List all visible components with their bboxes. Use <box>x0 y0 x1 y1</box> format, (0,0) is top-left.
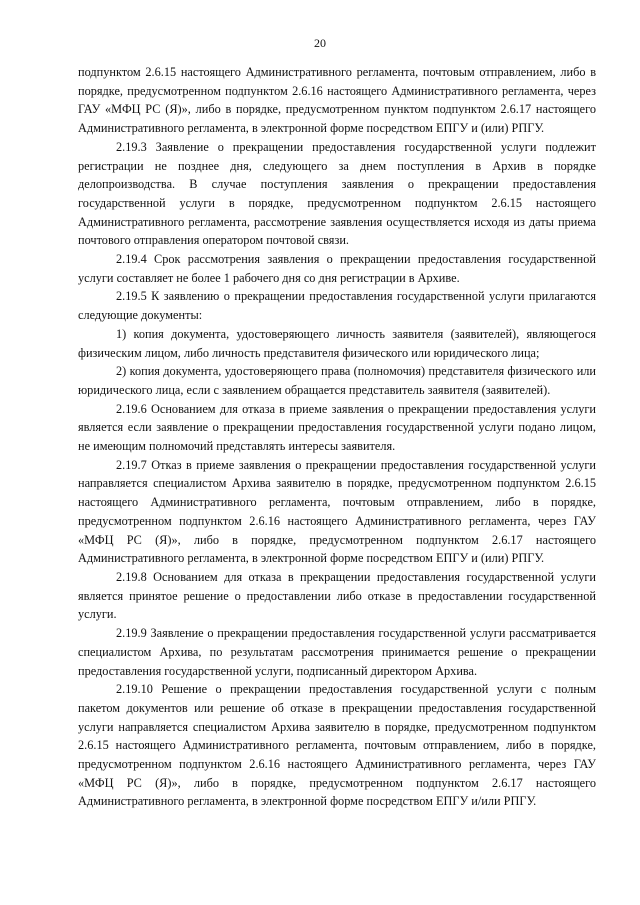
paragraph-2-19-10: 2.19.10 Решение о прекращении предоставления государственной услуги с полным пакетом документов или решение об отказе в прекращении предоставления государственной услуги направляется специалистом Архива заявителю в порядке, предусмотренном подпунктом 2.6.15 настоящего Административного регламента, почтовым отправлением, либо в порядке, предусмотренном подпунктом 2.6.16 настоящего Административного регламента, через ГАУ «МФЦ РС (Я)», либо в порядке, предусмотренном подпунктом 2.6.17 настоящего Административного регламента, в электронной форме посредством ЕПГУ и/или РПГУ. <box>78 682 596 809</box>
paragraph-2-19-3: 2.19.3 Заявление о прекращении предоставления государственной услуги подлежит регистрации не позднее дня, следующего за днем поступления в Архив в порядке делопроизводства. В случае поступления заявления о прекращении предоставления государственной услуги в порядке, предусмотренном подпунктом 2.6.15 настоящего Административного регламента, рассмотрение заявления осуществляется исходя из даты приема почтового отправления оператором почтовой связи. <box>78 139 596 248</box>
paragraph-2-19-8: 2.19.8 Основанием для отказа в прекращении предоставления государственной услуги является принятое решение о предоставлении либо отказе в предоставлении государственной услуги. <box>78 569 596 622</box>
paragraph-2-19-7: 2.19.7 Отказ в приеме заявления о прекращении предоставления государственной услуги направляется специалистом Архива заявителю в порядке, предусмотренном подпунктом 2.6.15 настоящего Административного регламента, почтовым отправлением, либо в порядке, предусмотренном подпунктом 2.6.16 настоящего Административного регламента, через ГАУ «МФЦ РС (Я)», либо в порядке, предусмотренном подпунктом 2.6.17 настоящего Административного регламента, в электронной форме посредством ЕПГУ и (или) РПГУ. <box>78 457 596 566</box>
list-item-1: 1) копия документа, удостоверяющего личность заявителя (заявителей), являющегося физическим лицом, либо личность представителя физического или юридического лица; <box>78 326 596 360</box>
paragraph-2-19-4: 2.19.4 Срок рассмотрения заявления о прекращении предоставления государственной услуги составляет не более 1 рабочего дня со дня регистрации в Архиве. <box>78 252 596 285</box>
page-number: 20 <box>314 36 326 50</box>
paragraph-continuation: подпунктом 2.6.15 настоящего Административного регламента, почтовым отправлением, либо в порядке, предусмотренном подпунктом 2.6.16 настоящего Административного регламента, через ГАУ «МФЦ РС (Я)», либо в порядке, предусмотренном пунктом подпунктом 2.6.17 настоящего Административного регламента, в электронной форме посредством ЕПГУ и (или) РПГУ. <box>78 65 596 136</box>
paragraph-2-19-6: 2.19.6 Основанием для отказа в приеме заявления о прекращении предоставления услуги является если заявление о прекращении предоставления государственной услуги подано лицом, не имеющим полномочий представлять интересы заявителя. <box>78 401 596 454</box>
paragraph-2-19-5: 2.19.5 К заявлению о прекращении предоставления государственной услуги прилагаются следующие документы: <box>78 289 596 323</box>
paragraph-2-19-9: 2.19.9 Заявление о прекращении предоставления государственной услуги рассматривается специалистом Архива, по результатам рассмотрения принимается решение о прекращении предоставления государственной услуги, подписанный директором Архива. <box>78 626 596 678</box>
list-item-2: 2) копия документа, удостоверяющего права (полномочия) представителя физического или юридического лица, если с заявлением обращается представитель заявителя (заявителей). <box>78 364 596 397</box>
body-text <box>78 63 596 811</box>
